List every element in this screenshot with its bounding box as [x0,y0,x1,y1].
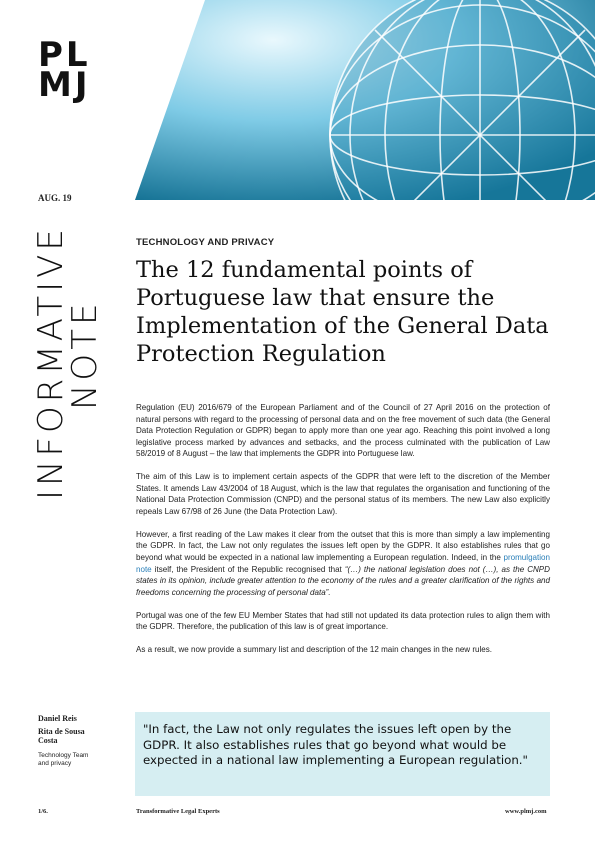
team-line2: and privacy [38,759,72,767]
team-line1: Technology Team [38,751,89,759]
paragraph-3-text-b: itself, the President of the Republic recognised that [151,564,345,574]
footer-website[interactable]: www.plmj.com [505,808,547,815]
author-2-line2: Costa [38,736,58,745]
vertical-line2: NOTE [65,299,105,410]
vertical-line1: INFORMATIVE [31,225,71,500]
informative-note-label [31,225,105,500]
paragraph-3-text-a: However, a first reading of the Law makes it clear from the outset that this is more than simply a law implementing the GDPR. In fact, the Law not only regulates the issues left open by the GDPR. It also establishes rules that go beyond what would be expected in a national law implementing a European regulation. Indeed, in the [136,529,550,563]
logo-line2: MJ [38,65,91,105]
paragraph-5: As a result, we now provide a summary list and description of the 12 main changes in the new rules. [136,645,493,655]
pull-quote: "In fact, the Law not only regulates the issues left open by the GDPR. It also establishes rules that go beyond what would be expected in a national law implementing a European regulation." [135,712,550,796]
paragraph-2: The aim of this Law is to implement certain aspects of the GDPR that were left to the discretion of the Member States. It amends Law 43/2004 of 18 August, which is the law that regulates the organisation and functioning of the National Data Protection Commission (CNPD) and the personal status of its members. The new Law also explicitly repeals Law 67/98 of 26 June (the Data Protection Law). [136,472,550,516]
author-2-line1: Rita de Sousa [38,726,85,736]
paragraph-1: Regulation (EU) 2016/679 of the European Parliament and of the Council of 27 April 2016 on the protection of natural persons with regard to the processing of personal data and on the free movement of such data (the General Data Protection Regulation or GDPR) began to apply more than one year ago. Reaching this point involved a long legislative process marked by advances and setbacks, and the process culminated with the publication of Law 58/2019 of 8 August – the law that implements the GDPR into Portuguese law. [136,403,550,459]
article-category: TECHNOLOGY AND PRIVACY [136,237,275,248]
hero-image [135,0,595,200]
page-number: 1/6. [38,808,48,815]
publication-date: AUG. 19 [38,193,72,203]
footer-tagline: Transformative Legal Experts [136,808,220,815]
paragraph-3-quote: “(…) the national legislation does not (…), as the CNPD states in its opinion, include greater attention to the economy of the rules and a greater clarification of the rights and freedoms concerning the processing of personal data”. [136,564,550,597]
logo-line1: PL [38,35,91,75]
article-body [136,402,550,667]
plmj-logo [38,35,100,105]
team-name [38,752,88,768]
radar-dome-image [135,0,595,200]
authors-block [38,714,88,768]
article-title: The 12 fundamental points of Portuguese law that ensure the Implementation of the General Data Protection Regulation [136,257,549,367]
promulgation-note-link[interactable]: promulgation note [136,553,550,574]
paragraph-4: Portugal was one of the few EU Member States that had still not updated its data protection rules to align them with the GDPR. Therefore, the publication of this law is of great importance. [136,610,550,632]
author-1: Daniel Reis [38,714,77,723]
paragraph-3 [136,529,550,598]
